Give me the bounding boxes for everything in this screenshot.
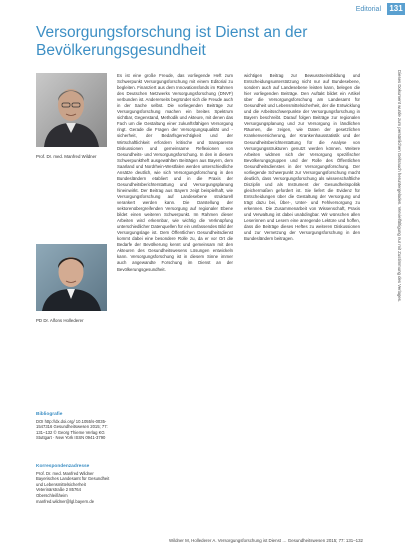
bibliography-text: DOI http://dx.doi.org/ 10.1055/s-0035-1547316 Gesundheitswesen 2015; 77: 131–132 © Georg Thieme Verlag KG Stuttgart · New York ISSN 0941-3790	[36, 418, 108, 441]
page-footer: Wildner M, Hollederer A. Versorgungsforschung ist Dienst … Gesundheitswesen 2015; 77: 131–132	[168, 538, 363, 543]
portrait-image	[36, 244, 107, 311]
article-title: Versorgungsforschung ist Dienst an der Bevölkerungsgesundheit	[36, 24, 308, 59]
download-notice-text: Dieses Dokument wurde zum persönlichen Gebrauch heruntergeladen. Vervielfältigung nur mit Zustimmung des Verlages.	[397, 70, 402, 303]
author-photo-hollederer	[36, 244, 107, 311]
body-column-1	[117, 73, 233, 531]
bibliography-heading: Bibliografie	[36, 412, 63, 417]
section-label: Editorial	[355, 6, 381, 13]
body-text: Es ist eine große Freude, das vorliegende Heft zum Schwerpunkt Versorgungsforschung mit einem Editorial zu begleiten. Finanziert aus dem Innovationsfonds im Rahmen des Deutschen Netzwerks Versorgungsforschung (DNVF) verbunden ist. Andererseits begründet sich die Freude auch in der Sache selbst. Die vorliegenden Beiträge zur Versorgungsforschung machen ein breites Spektrum sichtbar, Gegenstand, Methodik und Akteure, mit denen das Fach um die Gestaltung einer zukunftsfähigen Versorgung ringt. Gerade die Fragen der Versorgungsqualität und -sicherheit, der Bedarfsgerechtigkeit und der Wirtschaftlichkeit erfordern kritische und transparente Diskussionen und gemeinsame Reflexionen von Gesundheits- und Versorgungsforschung. In den in diesem Schwerpunktheft ausgewählten Beiträgen aus Bayern, dem Saarland und Nordrhein-Westfalen werden unterschiedliche Ansätze deutlich, wie sich Versorgungsforschung in den Bundesländern etabliert und in die Praxis der Gesundheitsberichterstattung und Versorgungsplanung hineinwirkt. Der Beitrag aus Bayern zeigt beispielhaft, wie Versorgungsforschung auf Landesebene strukturell verankert werden kann. Die Darstellung der sektorenübergreifenden Versorgung auf regionaler Ebene bildet einen weiteren Schwerpunkt. Im Rahmen dieser Arbeiten wird erkennbar, wie wichtig die Verknüpfung unterschiedlicher Datenquellen für ein umfassendes Bild der Versorgungslage ist. Dem Öffentlichen Gesundheitsdienst kommt dabei eine besondere Rolle zu, da er vor Ort die Bedarfe der Bevölkerung kennt und gemeinsam mit den Akteuren des Gesundheitswesens Lösungen entwickeln kann. Versorgungsforschung ist in diesem Sinne immer auch angewandte Forschung im Dienst an der Bevölkerungsgesundheit.	[117, 73, 233, 272]
correspondence-text: Prof. Dr. med. Manfred Wildner Bayerisches Landesamt für Gesundheit und Lebensmittelsicherheit Veterinärstraße 2 85764 Oberschleißheim manfred.wildner@lgl.bayern.de	[36, 470, 110, 504]
correspondence-heading: Korrespondenzadresse	[36, 464, 90, 469]
photo-caption-wildner: Prof. Dr. med. Manfred Wildner	[36, 154, 97, 159]
page-number: 131	[387, 3, 405, 15]
photo-caption-hollederer: PD Dr. Alfons Hollederer	[36, 318, 84, 323]
author-photo-wildner	[36, 73, 107, 147]
download-notice	[395, 70, 403, 540]
body-column-2	[244, 73, 360, 531]
header-bar	[0, 0, 413, 20]
bibliography-box	[36, 412, 112, 441]
portrait-image	[36, 73, 107, 147]
correspondence-box	[36, 464, 112, 504]
body-text: wichtigen Beitrag zur Bewusstseinsbildung und Entscheidungsunterstützung nicht nur auf Bundesebene, sondern auch auf Landesebene leisten kann, belegen die hier vorliegenden Beiträge. Den Auftakt bildet ein Artikel über die Versorgungsforschung am Landesamt für Gesundheit und Lebensmittelsicherheit, der die Entwicklung und die Arbeitsschwerpunkte der Versorgungsforschung in Bayern beschreibt. Darauf folgen Beiträge zur regionalen Versorgungsplanung und zur Versorgung in ländlichen Räumen, die zeigen, wie Daten der gesetzlichen Krankenversicherung, der Krankenhausstatistik und der Gesundheitsberichterstattung für die Analyse von Versorgungsstrukturen genutzt werden können. Weitere Arbeiten widmen sich der Versorgung spezifischer Bevölkerungsgruppen und der Rolle des Öffentlichen Gesundheitsdienstes in der Versorgungsforschung. Der vorliegende Schwerpunkt zur Versorgungsforschung macht deutlich, dass Versorgungsforschung als wissenschaftliche Disziplin und als Instrument der Gesundheitspolitik gleichermaßen gefordert ist. Sie liefert die Evidenz für Entscheidungen über die Gestaltung der Versorgung und trägt dazu bei, Über-, Unter- und Fehlversorgung zu erkennen. Die Zusammenarbeit von Wissenschaft, Praxis und Verwaltung ist dabei unabdingbar. Wir wünschen allen Leserinnen und Lesern eine anregende Lektüre und hoffen, dass die Beiträge dieses Heftes zu weiteren Diskussionen und zur Vernetzung der Versorgungsforschung in den Bundesländern beitragen.	[244, 73, 360, 242]
